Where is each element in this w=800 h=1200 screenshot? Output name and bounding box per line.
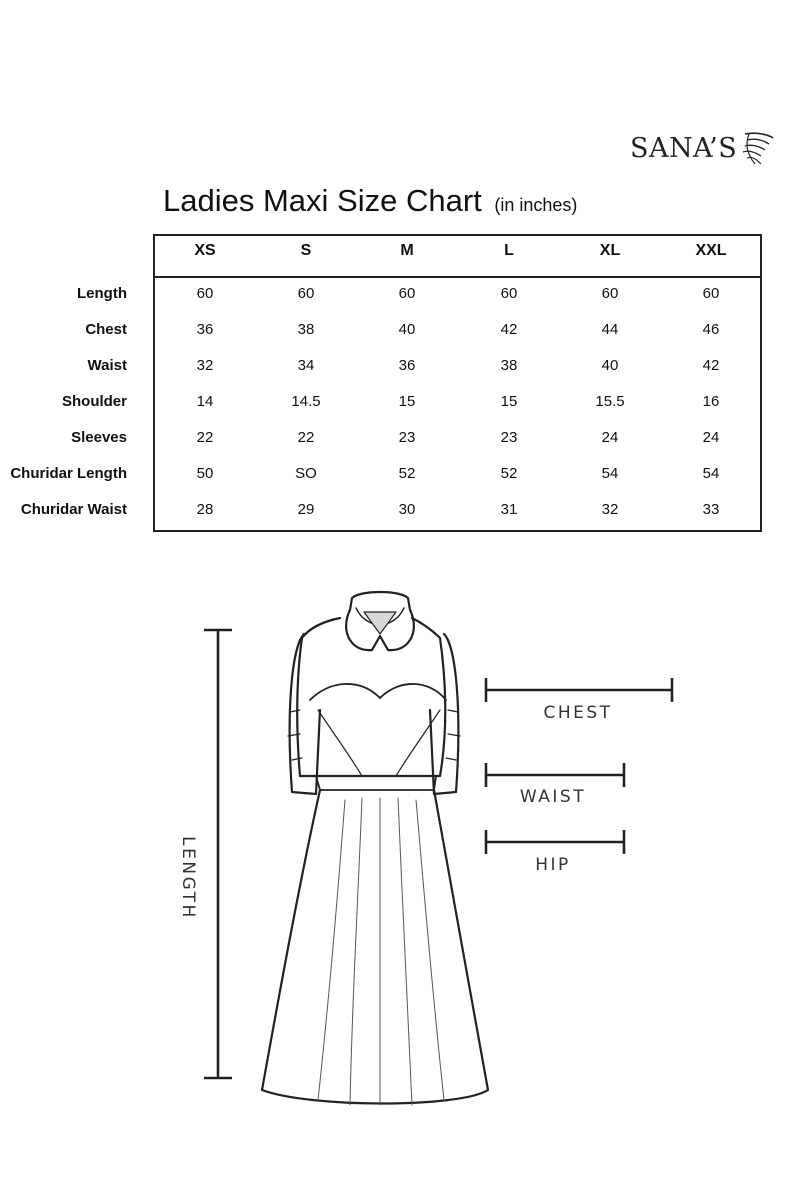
title-unit: (in inches)	[494, 195, 578, 215]
table-cell: SO	[295, 465, 317, 482]
table-cell: 24	[702, 429, 720, 446]
size-header-xl: XL	[599, 242, 621, 259]
feather-icon	[741, 130, 775, 166]
table-cell: 40	[601, 357, 619, 374]
table-cell: 36	[196, 321, 214, 338]
row-label: Churidar Waist	[20, 501, 127, 518]
table-cell: 42	[702, 357, 720, 374]
table-cell: 15.5	[595, 393, 625, 410]
chest-label: CHEST	[543, 703, 613, 723]
table-cell: 60	[702, 285, 720, 302]
hip-label: HIP	[535, 855, 571, 875]
skirt	[262, 790, 488, 1104]
row-label: Churidar Length	[10, 465, 127, 482]
left-sleeve	[290, 634, 320, 794]
size-header-l: L	[504, 242, 514, 259]
table-cell: 54	[601, 465, 619, 482]
table-cell: 14.5	[291, 393, 321, 410]
row-label: Chest	[85, 321, 127, 338]
table-cell: 22	[196, 429, 214, 446]
table-cell: 36	[398, 357, 416, 374]
table-cell: 60	[601, 285, 619, 302]
waist-measure	[486, 763, 624, 787]
table-cell: 14	[196, 393, 214, 410]
brand-logo	[630, 128, 792, 168]
page-title	[163, 183, 577, 219]
table-cell: 32	[601, 501, 619, 518]
table-cell: 16	[702, 393, 720, 410]
table-cell: 42	[500, 321, 518, 338]
row-label: Waist	[87, 357, 127, 374]
table-cell: 23	[500, 429, 518, 446]
table-cell: 23	[398, 429, 416, 446]
size-header-xxl: XXL	[695, 242, 727, 259]
table-cell: 38	[297, 321, 315, 338]
title-main: Ladies Maxi Size Chart	[163, 183, 482, 218]
dress-diagram	[0, 560, 800, 1200]
length-measure	[204, 630, 232, 1078]
table-cell: 54	[702, 465, 720, 482]
table-cell: 15	[398, 393, 416, 410]
table-cell: 32	[196, 357, 214, 374]
table-cell: 22	[297, 429, 315, 446]
table-cell: 29	[297, 501, 315, 518]
length-label: LENGTH	[178, 836, 198, 920]
table-cell: 31	[500, 501, 518, 518]
waist-label: WAIST	[519, 787, 587, 807]
hip-measure	[486, 830, 624, 854]
header-divider	[153, 276, 762, 278]
dress-illustration	[0, 560, 800, 1200]
table-cell: 24	[601, 429, 619, 446]
table-cell: 33	[702, 501, 720, 518]
table-cell: 60	[398, 285, 416, 302]
brand-name: SANA’S	[630, 132, 738, 164]
size-header-m: M	[400, 242, 414, 259]
bodice	[297, 618, 445, 776]
table-cell: 60	[196, 285, 214, 302]
table-cell: 52	[500, 465, 518, 482]
chest-measure	[486, 678, 672, 702]
size-header-xs: XS	[194, 242, 216, 259]
size-table	[0, 234, 800, 534]
table-cell: 44	[601, 321, 619, 338]
table-cell: 34	[297, 357, 315, 374]
size-header-s: S	[300, 242, 312, 259]
table-cell: 38	[500, 357, 518, 374]
table-cell: 40	[398, 321, 416, 338]
table-cell: 60	[297, 285, 315, 302]
table-cell: 60	[500, 285, 518, 302]
row-label: Sleeves	[71, 429, 127, 446]
table-cell: 46	[702, 321, 720, 338]
row-label: Length	[77, 285, 127, 302]
right-sleeve	[430, 634, 458, 794]
table-cell: 30	[398, 501, 416, 518]
table-cell: 15	[500, 393, 518, 410]
table-cell: 52	[398, 465, 416, 482]
table-cell: 50	[196, 465, 214, 482]
table-frame	[153, 234, 762, 532]
table-cell: 28	[196, 501, 214, 518]
row-label: Shoulder	[61, 393, 127, 410]
